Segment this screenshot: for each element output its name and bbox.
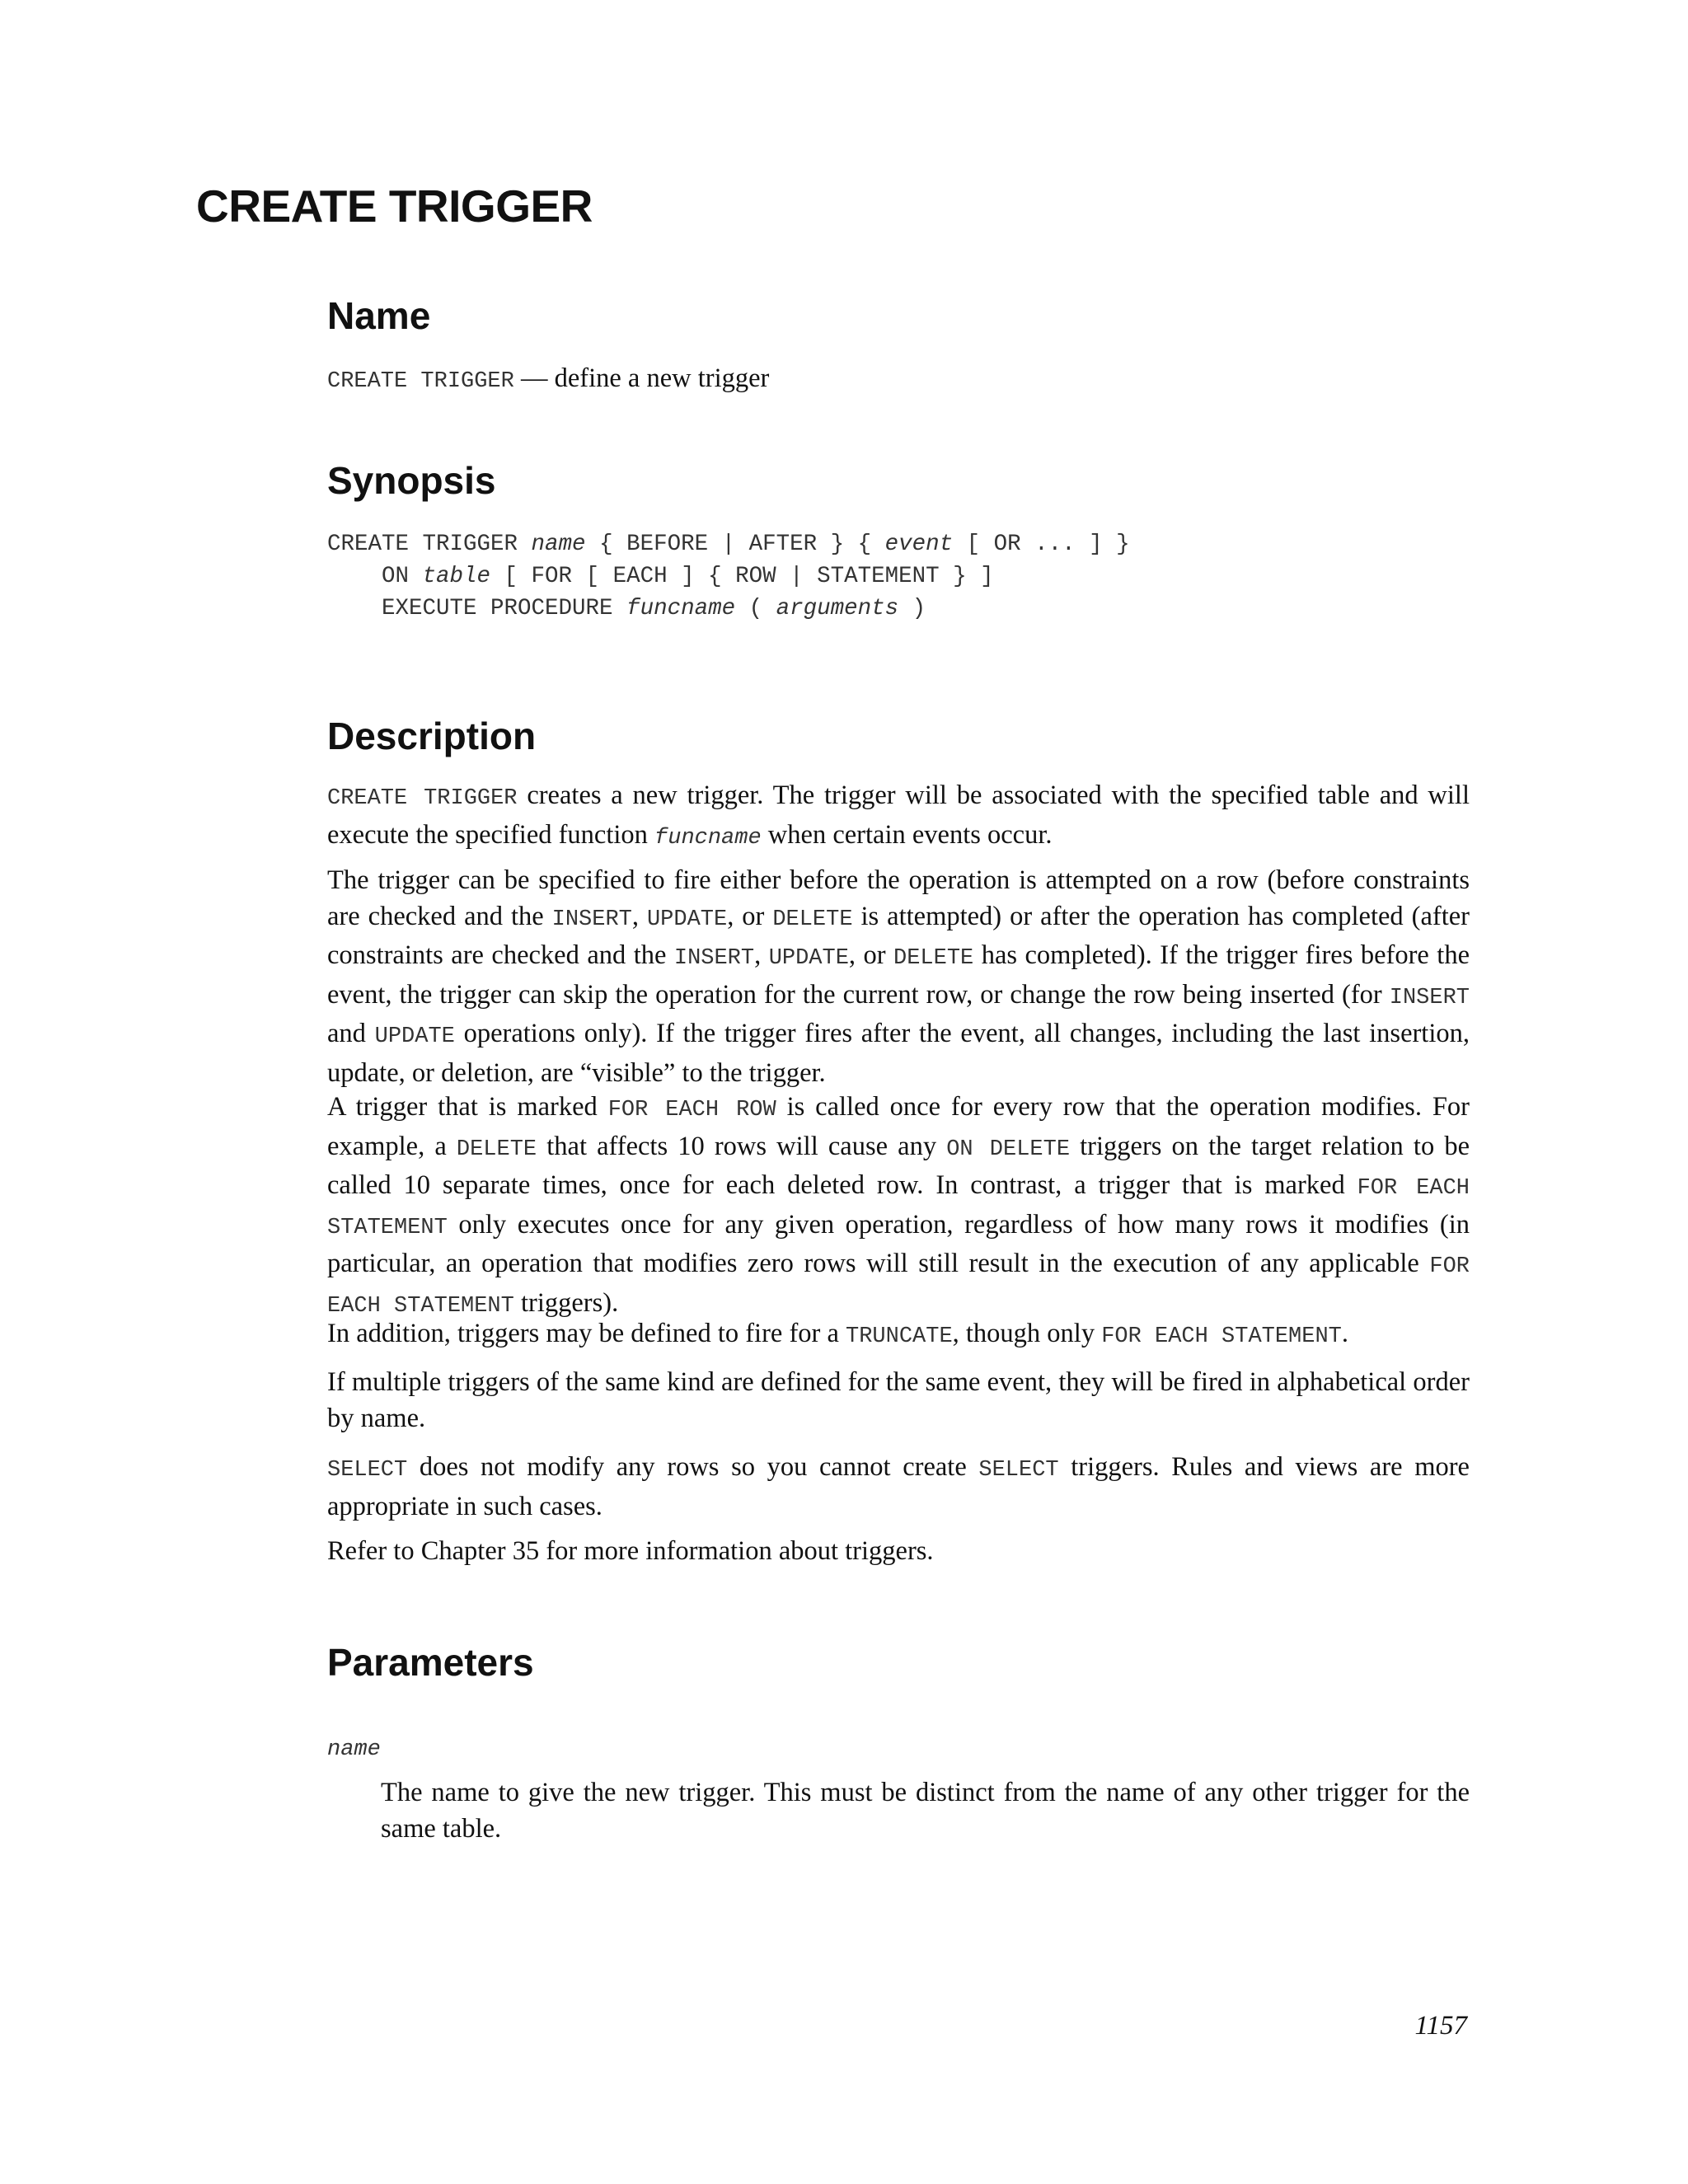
paragraph-text: . (1341, 1319, 1348, 1348)
section-heading-name: Name (327, 294, 431, 337)
synopsis-text: CREATE TRIGGER (327, 532, 532, 557)
synopsis-code (327, 528, 1130, 625)
name-description: — define a new trigger (513, 363, 770, 393)
synopsis-text: ( (735, 596, 776, 621)
paragraph-text: does not modify any rows so you cannot create (407, 1452, 979, 1482)
description-paragraph-6 (327, 1450, 1470, 1525)
paragraph-text: triggers. Rules and views are more appropriate in such cases. (327, 1452, 1470, 1521)
section-heading-synopsis: Synopsis (327, 459, 496, 502)
paragraph-text: In addition, triggers may be defined to fire for a (327, 1319, 846, 1348)
inline-code: INSERT (551, 907, 632, 932)
description-paragraph-3 (327, 1090, 1470, 1324)
inline-code: FOR EACH STATEMENT (1101, 1324, 1342, 1349)
inline-code: TRUNCATE (846, 1324, 953, 1349)
section-heading-parameters: Parameters (327, 1641, 534, 1684)
synopsis-param-name: name (531, 532, 586, 557)
paragraph-text: only executes once for any given operation, regardless of how many rows it modifies (in particular, an operation that modifies zero rows will still result in the execution of any applicable (327, 1209, 1470, 1278)
inline-code: UPDATE (768, 946, 849, 971)
synopsis-text: ) (898, 596, 926, 621)
synopsis-text: [ OR ... ] } (953, 532, 1130, 557)
paragraph-text: when certain events occur. (761, 819, 1053, 850)
synopsis-text: EXECUTE PROCEDURE (327, 596, 627, 621)
inline-code: FOR EACH STATEMENT (327, 1176, 1470, 1240)
parameter-term-name: name (327, 1737, 381, 1762)
paragraph-text: is called once for every row that the operation modifies. For example, a (327, 1092, 1470, 1161)
synopsis-text: [ FOR [ EACH ] { ROW | STATEMENT } ] (490, 564, 994, 589)
command-name: CREATE TRIGGER (327, 369, 514, 394)
inline-code: DELETE (456, 1137, 537, 1162)
paragraph-text: is attempted) or after the operation has completed (after constraints are checked and the (327, 901, 1470, 970)
page-title: CREATE TRIGGER (196, 180, 593, 232)
description-paragraph-1 (327, 778, 1470, 856)
paragraph-text: has completed). If the trigger fires before the event, the trigger can skip the operation for the current row, or change the row being inserted (for (327, 940, 1470, 1010)
paragraph-text: that affects 10 rows will cause any (537, 1131, 947, 1161)
description-paragraph-5: If multiple triggers of the same kind are defined for the same event, they will be fired in alphabetical order by name. (327, 1367, 1470, 1433)
paragraph-text: , (631, 901, 647, 931)
parameter-term (327, 1729, 1470, 1769)
paragraph-text: , or (848, 940, 894, 970)
paragraph-text: triggers on the target relation to be called 10 separate times, once for each deleted row. In contrast, a trigger that is marked (327, 1131, 1470, 1200)
inline-code: DELETE (772, 907, 853, 932)
paragraph-text: operations only). If the trigger fires after the event, all changes, including the last insertion, update, or deletion, are “visible” to the trigger. (327, 1019, 1470, 1088)
section-heading-description: Description (327, 715, 537, 757)
description-paragraph-2 (327, 863, 1470, 1091)
paragraph-text: The trigger can be specified to fire either before the operation is attempted on a row (before constraints are checked and the (327, 865, 1470, 931)
inline-code: INSERT (673, 946, 755, 971)
inline-code: INSERT (1389, 985, 1470, 1010)
inline-code: DELETE (893, 946, 974, 971)
paragraph-text: , or (727, 901, 773, 931)
paragraph-text: , though only (952, 1319, 1102, 1348)
name-line (327, 361, 1470, 401)
synopsis-param-arguments: arguments (776, 596, 899, 621)
paragraph-text: triggers). (513, 1287, 619, 1318)
synopsis-text: ON (327, 564, 423, 589)
paragraph-text: and (327, 1019, 375, 1048)
paragraph-text: creates a new trigger. The trigger will be associated with the specified table and will execute the specified function (327, 780, 1470, 850)
inline-code: funcname (654, 825, 762, 851)
description-paragraph-7: Refer to Chapter 35 for more information about triggers. (327, 1536, 934, 1566)
synopsis-param-table: table (422, 564, 491, 589)
inline-code: FOR EACH STATEMENT (327, 1254, 1470, 1319)
inline-code: SELECT (327, 1458, 408, 1483)
inline-code: SELECT (978, 1458, 1059, 1483)
paragraph-text: , (754, 940, 769, 970)
inline-code: ON DELETE (946, 1137, 1071, 1162)
synopsis-param-event: event (884, 532, 954, 557)
description-paragraph-4 (327, 1316, 1470, 1356)
page-number: 1157 (1414, 2011, 1467, 2041)
synopsis-text: { BEFORE | AFTER } { (585, 532, 885, 557)
inline-code: CREATE TRIGGER (327, 786, 518, 811)
inline-code: FOR EACH ROW (607, 1098, 776, 1122)
inline-code: UPDATE (374, 1024, 455, 1049)
parameter-definition: The name to give the new trigger. This must be distinct from the name of any other trigger for the same table. (381, 1778, 1470, 1844)
synopsis-param-funcname: funcname (626, 596, 736, 621)
inline-code: UPDATE (646, 907, 728, 932)
paragraph-text: A trigger that is marked (327, 1092, 608, 1122)
